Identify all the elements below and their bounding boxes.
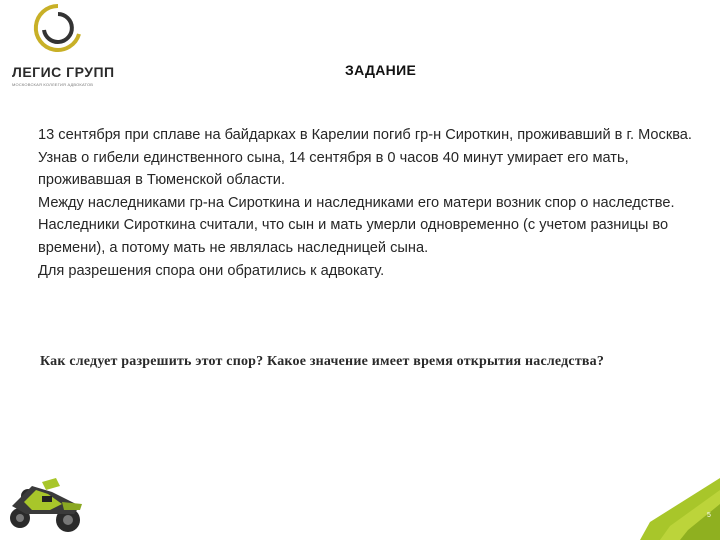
slide-title: ЗАДАНИЕ [345, 62, 417, 78]
page-number: 5 [707, 512, 711, 519]
race-car-icon [2, 472, 88, 536]
paragraph: 13 сентября при сплаве на байдарках в Карелии погиб гр-н Сироткин, проживавший в г. Москва. [38, 127, 692, 143]
task-description [38, 124, 710, 282]
logo-ring-icon [32, 2, 84, 58]
paragraph: Узнав о гибели единственного сына, 14 сентября в 0 часов 40 минут умирает его мать, проживавшая в Тюменской области. [38, 149, 629, 189]
logo-tagline: МОСКОВСКАЯ КОЛЛЕГИЯ АДВОКАТОВ [12, 82, 94, 87]
paragraph: Между наследниками гр-на Сироткина и наследниками его матери возник спор о наследстве. Наследники Сироткина считали, что сын и мать умерли одновременно (с учетом разницы во времени), а потому мать не являлась наследницей сына. [38, 194, 675, 256]
task-question: Как следует разрешить этот спор? Какое значение имеет время открытия наследства? [40, 354, 605, 369]
corner-decoration [640, 470, 720, 540]
paragraph: Для разрешения спора они обратились к адвокату. [38, 262, 385, 279]
company-logo [10, 2, 120, 92]
logo-name: ЛЕГИС ГРУПП [12, 64, 115, 80]
